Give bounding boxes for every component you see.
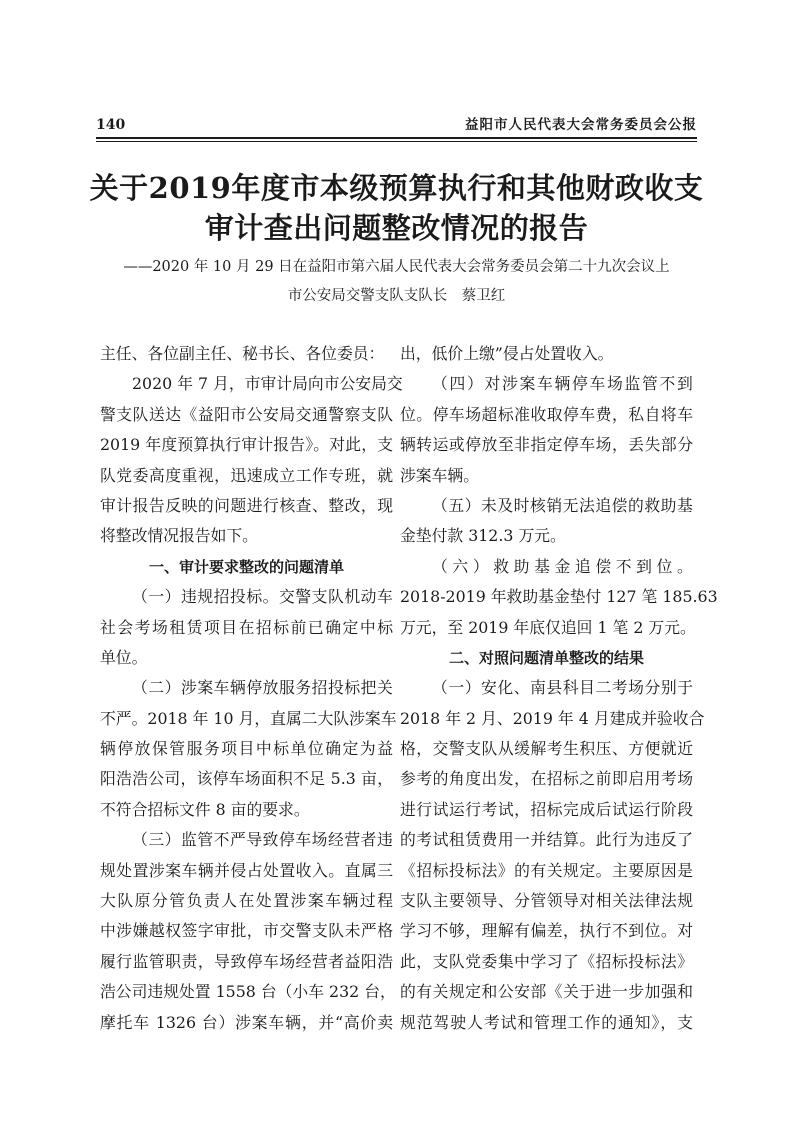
reporter-line: 市公安局交警支队支队长 蔡卫红 — [287, 288, 506, 304]
paragraph-line: 格，交警支队从缓解考生积压、方便就近 — [400, 739, 693, 759]
paragraph-line: 2018-2019 年救助基金垫付 127 笔 185.63 — [400, 587, 718, 607]
paragraph-line: 将整改情况报告如下。 — [100, 526, 258, 546]
paragraph-line: 2019 年度预算执行审计报告》。对此，支 — [100, 435, 393, 455]
running-header — [96, 116, 697, 134]
paragraph-line: 规范驾驶人考试和管理工作的通知》，支 — [400, 1012, 693, 1032]
paragraph-line: （二）涉案车辆停放服务招投标把关 — [132, 678, 393, 698]
paragraph-line: 支队主要领导、分管领导对相关法律法规 — [400, 891, 693, 911]
paragraph-line: 不符合招标文件 8 亩的要求。 — [100, 799, 310, 819]
paragraph-line: 辆停放保管服务项目中标单位确定为益 — [100, 739, 393, 759]
paragraph-line: 不严。2018 年 10 月，直属二大队涉案车 — [100, 708, 397, 728]
paragraph-line: 的考试租赁费用一并结算。此行为违反了 — [400, 830, 693, 850]
paragraph-line: 辆转运或停放至非指定停车场，丢失部分 — [400, 435, 693, 455]
paragraph-line: 社会考场租赁项目在招标前已确定中标 — [100, 617, 393, 637]
paragraph-line: 摩托车 1326 台）涉案车辆，并“高价卖 — [100, 1012, 393, 1032]
report-title-line-2: 审计查出问题整改情况的报告 — [204, 211, 589, 245]
paragraph-line: （六）救助基金追偿不到位。 — [432, 556, 693, 576]
paragraph-line: 万元，至 2019 年底仅追回 1 笔 2 万元。 — [400, 617, 696, 637]
header-rule — [96, 137, 697, 139]
paragraph-line: 阳浩浩公司，该停车场面积不足 5.3 亩， — [100, 769, 393, 789]
paragraph-line: 出，低价上缴”侵占处置收入。 — [400, 344, 614, 363]
paragraph-line: 进行试运行考试，招标完成后试运行阶段 — [400, 799, 693, 819]
journal-name: 益阳市人民代表大会常务委员会公报 — [465, 117, 697, 133]
paragraph-line: （五）未及时核销无法追偿的救助基 — [432, 495, 693, 515]
paragraph-line: 2018 年 2 月、2019 年 4 月建成并验收合 — [400, 708, 705, 728]
page-number: 140 — [96, 117, 126, 133]
meeting-subtitle: ——2020 年 10 月 29 日在益阳市第六届人民代表大会常务委员会第二十九次会议上 — [123, 259, 670, 275]
paragraph-line: 浩公司违规处置 1558 台（小车 232 台， — [100, 982, 396, 1002]
paragraph-line: 中涉嫌越权签字审批，市交警支队未严格 — [100, 921, 393, 941]
body-column-left — [100, 339, 403, 1038]
paragraph-line: 履行监管职责，导致停车场经营者益阳浩 — [100, 951, 393, 971]
paragraph-line: 的有关规定和公安部《关于进一步加强和 — [400, 982, 693, 1002]
paragraph-line: （四）对涉案车辆停车场监管不到 — [432, 374, 693, 394]
paragraph-line: 学习不够，理解有偏差，执行不到位。对 — [400, 921, 693, 941]
paragraph-line: 单位。 — [100, 647, 148, 667]
paragraph-line: 涉案车辆。 — [400, 465, 479, 485]
section-heading: 一、审计要求整改的问题清单 — [148, 557, 344, 576]
paragraph-line: 2020 年 7 月，市审计局向市公安局交 — [132, 374, 403, 394]
paragraph-line: 金垫付款 312.3 万元。 — [400, 526, 566, 546]
body-column-right — [400, 339, 718, 1038]
paragraph-line: 大队原分管负责人在处置涉案车辆过程 — [100, 891, 393, 911]
report-title-line-1: 关于2019年度市本级预算执行和其他财政收支 — [89, 171, 704, 205]
paragraph-line: 队党委高度重视，迅速成立工作专班，就 — [100, 465, 393, 485]
paragraph-line: 《招标投标法》的有关规定。主要原因是 — [400, 860, 693, 880]
paragraph-line: 位。停车场超标准收取停车费，私自将车 — [400, 404, 693, 424]
header-rule-thin — [96, 141, 697, 142]
paragraph-line: 规处置涉案车辆并侵占处置收入。直属三 — [100, 860, 393, 880]
paragraph-line: 审计报告反映的问题进行核查、整改，现 — [100, 495, 393, 515]
salutation: 主任、各位副主任、秘书长、各位委员： — [100, 344, 385, 363]
paragraph-line: 参考的角度出发，在招标之前即启用考场 — [400, 769, 693, 789]
section-heading: 二、对照问题清单整改的结果 — [448, 648, 644, 667]
paragraph-line: （三）监管不严导致停车场经营者违 — [132, 830, 393, 850]
paragraph-line: 此，支队党委集中学习了《招标投标法》 — [400, 951, 693, 971]
paragraph-line: （一）安化、南县科目二考场分别于 — [432, 678, 693, 698]
paragraph-line: 警支队送达《益阳市公安局交通警察支队 — [100, 404, 393, 424]
paragraph-line: （一）违规招投标。交警支队机动车 — [132, 587, 393, 607]
